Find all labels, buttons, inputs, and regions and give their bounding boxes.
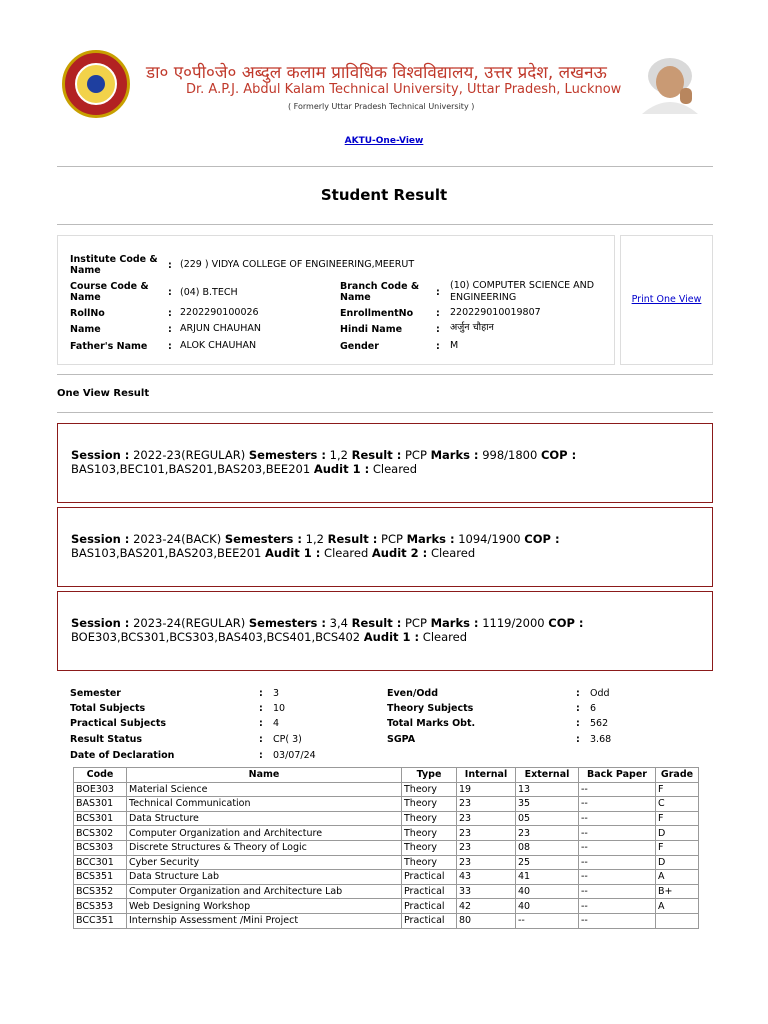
session-result-box	[57, 423, 713, 503]
cop-value: BAS103,BEC101,BAS201,BAS203,BEE201	[71, 462, 311, 476]
cell-type: Theory	[402, 782, 457, 797]
cell-internal: 33	[457, 884, 516, 899]
session-label: Session :	[71, 532, 130, 546]
cell-type: Theory	[402, 797, 457, 812]
colon: :	[259, 688, 263, 699]
table-row	[74, 840, 699, 855]
table-row	[74, 826, 699, 841]
cell-internal: 23	[457, 855, 516, 870]
result-status-label: Result Status	[70, 734, 143, 745]
cell-external: 40	[516, 884, 579, 899]
formerly-note: ( Formerly Uttar Pradesh Technical University )	[288, 102, 475, 111]
session-label: Session :	[71, 616, 130, 630]
colon: :	[576, 688, 580, 699]
session-value: 2023-24(BACK)	[133, 532, 222, 546]
colon: :	[436, 341, 440, 352]
total-subjects-value: 10	[273, 703, 286, 714]
declaration-date-value: 03/07/24	[273, 750, 316, 761]
column-header: Back Paper	[579, 768, 656, 783]
column-header: Name	[127, 768, 402, 783]
sgpa-value: 3.68	[590, 734, 612, 745]
gender-value: M	[450, 340, 459, 351]
cell-grade: C	[656, 797, 699, 812]
cell-external: --	[516, 913, 579, 928]
cop-value: BOE303,BCS301,BCS303,BAS403,BCS401,BCS402	[71, 630, 361, 644]
table-row	[74, 870, 699, 885]
audit1-label: Audit 1 :	[363, 630, 420, 644]
audit2-label: Audit 2 :	[371, 546, 428, 560]
semester-value: 3	[273, 688, 280, 699]
cell-code: BCS302	[74, 826, 127, 841]
cell-back-paper: --	[579, 884, 656, 899]
cell-back-paper: --	[579, 826, 656, 841]
declaration-date-label: Date of Declaration	[70, 750, 175, 761]
colon: :	[259, 718, 263, 729]
cop-label: COP :	[524, 532, 560, 546]
cell-code: BCS301	[74, 811, 127, 826]
result-value: PCP	[405, 448, 427, 462]
result-label: Result :	[327, 532, 378, 546]
university-seal-logo	[62, 50, 130, 118]
cell-grade: A	[656, 899, 699, 914]
cell-external: 13	[516, 782, 579, 797]
cell-internal: 19	[457, 782, 516, 797]
cell-back-paper: --	[579, 899, 656, 914]
colon: :	[168, 341, 172, 352]
english-university-title: Dr. A.P.J. Abdul Kalam Technical University, Uttar Pradesh, Lucknow	[186, 82, 622, 97]
column-header: External	[516, 768, 579, 783]
student-info-panel	[57, 235, 615, 365]
theory-subjects-value: 6	[590, 703, 597, 714]
cell-code: BCS303	[74, 840, 127, 855]
session-value: 2022-23(REGULAR)	[133, 448, 246, 462]
practical-subjects-value: 4	[273, 718, 280, 729]
column-header: Type	[402, 768, 457, 783]
cell-name: Discrete Structures & Theory of Logic	[127, 840, 402, 855]
branch-label: Branch Code & Name	[340, 281, 420, 303]
cell-type: Theory	[402, 855, 457, 870]
cell-name: Computer Organization and Architecture Lab	[127, 884, 402, 899]
table-row	[74, 884, 699, 899]
cell-back-paper: --	[579, 870, 656, 885]
cell-code: BCS351	[74, 870, 127, 885]
colon: :	[259, 750, 263, 761]
institute-value: (229 ) VIDYA COLLEGE OF ENGINEERING,MEERUT	[180, 259, 415, 270]
print-panel	[620, 235, 713, 365]
cell-external: 35	[516, 797, 579, 812]
cell-grade	[656, 913, 699, 928]
audit2-value: Cleared	[430, 546, 476, 560]
cell-internal: 43	[457, 870, 516, 885]
audit1-label: Audit 1 :	[265, 546, 321, 560]
audit1-value: Cleared	[324, 546, 369, 560]
cell-external: 41	[516, 870, 579, 885]
total-marks-label: Total Marks Obt.	[387, 718, 476, 729]
institute-label: Institute Code & Name	[70, 254, 158, 276]
table-row	[74, 811, 699, 826]
name-value: ARJUN CHAUHAN	[180, 323, 261, 334]
cell-external: 05	[516, 811, 579, 826]
colon: :	[436, 308, 440, 319]
session-value: 2023-24(REGULAR)	[133, 616, 246, 630]
hindi-name-label: Hindi Name	[340, 324, 403, 335]
table-row	[74, 855, 699, 870]
divider	[57, 166, 713, 167]
cell-name: Technical Communication	[127, 797, 402, 812]
cell-code: BCS352	[74, 884, 127, 899]
cell-type: Practical	[402, 899, 457, 914]
theory-subjects-label: Theory Subjects	[387, 703, 474, 714]
cop-value: BAS103,BAS201,BAS203,BEE201	[71, 546, 262, 560]
cell-type: Theory	[402, 811, 457, 826]
cell-name: Computer Organization and Architecture	[127, 826, 402, 841]
colon: :	[576, 734, 580, 745]
cell-type: Practical	[402, 913, 457, 928]
cell-code: BCC301	[74, 855, 127, 870]
rollno-label: RollNo	[70, 308, 105, 319]
cell-back-paper: --	[579, 855, 656, 870]
portrait-image	[634, 52, 706, 114]
semesters-value: 1,2	[305, 532, 324, 546]
session-result-box	[57, 507, 713, 587]
cop-label: COP :	[548, 616, 584, 630]
result-value: PCP	[381, 532, 403, 546]
cell-name: Data Structure Lab	[127, 870, 402, 885]
semesters-value: 3,4	[329, 616, 348, 630]
session-result-box	[57, 591, 713, 671]
result-label: Result :	[351, 448, 402, 462]
cell-back-paper: --	[579, 840, 656, 855]
table-row	[74, 782, 699, 797]
cell-type: Theory	[402, 840, 457, 855]
audit1-label: Audit 1 :	[313, 462, 370, 476]
semesters-label: Semesters :	[248, 616, 326, 630]
hindi-name-value: अर्जुन चौहान	[450, 322, 494, 333]
cell-back-paper: --	[579, 797, 656, 812]
cell-internal: 23	[457, 811, 516, 826]
father-name-label: Father's Name	[70, 341, 148, 352]
cop-label: COP :	[540, 448, 577, 462]
colon: :	[168, 308, 172, 319]
marks-label: Marks :	[430, 448, 479, 462]
table-header-row	[74, 768, 699, 783]
cell-code: BOE303	[74, 782, 127, 797]
colon: :	[168, 260, 172, 271]
cell-external: 23	[516, 826, 579, 841]
cell-code: BCC351	[74, 913, 127, 928]
cell-type: Practical	[402, 870, 457, 885]
semesters-label: Semesters :	[224, 532, 303, 546]
cell-name: Web Designing Workshop	[127, 899, 402, 914]
column-header: Internal	[457, 768, 516, 783]
cell-name: Material Science	[127, 782, 402, 797]
marks-label: Marks :	[430, 616, 479, 630]
column-header: Grade	[656, 768, 699, 783]
enrollment-value: 220229010019807	[450, 307, 541, 318]
branch-value: (10) COMPUTER SCIENCE AND ENGINEERING	[450, 280, 595, 303]
colon: :	[259, 734, 263, 745]
divider	[57, 412, 713, 413]
marks-value: 1094/1900	[458, 532, 521, 546]
colon: :	[168, 287, 172, 298]
cell-external: 08	[516, 840, 579, 855]
cell-internal: 23	[457, 840, 516, 855]
colon: :	[436, 287, 440, 298]
subject-marks-table	[73, 767, 699, 929]
gender-label: Gender	[340, 341, 379, 352]
cell-grade: F	[656, 782, 699, 797]
cell-type: Practical	[402, 884, 457, 899]
aktu-one-view-link[interactable]: AKTU-One-View	[344, 136, 424, 146]
cell-name: Data Structure	[127, 811, 402, 826]
audit1-value: Cleared	[422, 630, 467, 644]
cell-grade: A	[656, 870, 699, 885]
cell-internal: 80	[457, 913, 516, 928]
cell-code: BCS353	[74, 899, 127, 914]
audit1-value: Cleared	[372, 462, 418, 476]
cell-name: Internship Assessment /Mini Project	[127, 913, 402, 928]
cell-back-paper: --	[579, 913, 656, 928]
table-row	[74, 899, 699, 914]
course-value: (04) B.TECH	[180, 287, 238, 298]
cell-code: BAS301	[74, 797, 127, 812]
table-row	[74, 797, 699, 812]
cell-internal: 23	[457, 826, 516, 841]
one-view-result-label: One View Result	[57, 388, 150, 399]
enrollment-label: EnrollmentNo	[340, 308, 414, 319]
even-odd-label: Even/Odd	[387, 688, 439, 699]
cell-grade: F	[656, 811, 699, 826]
university-header	[0, 0, 768, 130]
cell-grade: D	[656, 826, 699, 841]
divider	[57, 224, 713, 225]
cell-grade: D	[656, 855, 699, 870]
semesters-value: 1,2	[329, 448, 348, 462]
marks-label: Marks :	[406, 532, 455, 546]
cell-back-paper: --	[579, 782, 656, 797]
cell-grade: B+	[656, 884, 699, 899]
total-subjects-label: Total Subjects	[70, 703, 146, 714]
result-label: Result :	[351, 616, 402, 630]
semesters-label: Semesters :	[248, 448, 326, 462]
column-header: Code	[74, 768, 127, 783]
total-marks-value: 562	[590, 718, 609, 729]
practical-subjects-label: Practical Subjects	[70, 718, 167, 729]
colon: :	[168, 324, 172, 335]
cell-grade: F	[656, 840, 699, 855]
table-row	[74, 913, 699, 928]
cell-external: 25	[516, 855, 579, 870]
semester-label: Semester	[70, 688, 121, 699]
print-one-view-link[interactable]: Print One View	[631, 294, 702, 305]
cell-internal: 42	[457, 899, 516, 914]
sgpa-label: SGPA	[387, 734, 416, 745]
name-label: Name	[70, 324, 101, 335]
page-title: Student Result	[320, 186, 448, 204]
cell-external: 40	[516, 899, 579, 914]
cell-internal: 23	[457, 797, 516, 812]
result-status-value: CP( 3)	[273, 734, 302, 745]
colon: :	[576, 718, 580, 729]
father-name-value: ALOK CHAUHAN	[180, 340, 257, 351]
divider	[57, 374, 713, 375]
session-label: Session :	[71, 448, 130, 462]
even-odd-value: Odd	[590, 688, 610, 699]
course-label: Course Code & Name	[70, 281, 149, 303]
marks-value: 1119/2000	[482, 616, 545, 630]
cell-name: Cyber Security	[127, 855, 402, 870]
cell-back-paper: --	[579, 811, 656, 826]
colon: :	[259, 703, 263, 714]
hindi-university-title: डा० ए०पी०जे० अब्दुल कलाम प्राविधिक विश्वविद्यालय, उत्तर प्रदेश, लखनऊ	[146, 63, 607, 83]
colon: :	[576, 703, 580, 714]
result-value: PCP	[405, 616, 427, 630]
rollno-value: 2202290100026	[180, 307, 259, 318]
cell-type: Theory	[402, 826, 457, 841]
colon: :	[436, 324, 440, 335]
marks-value: 998/1800	[482, 448, 538, 462]
